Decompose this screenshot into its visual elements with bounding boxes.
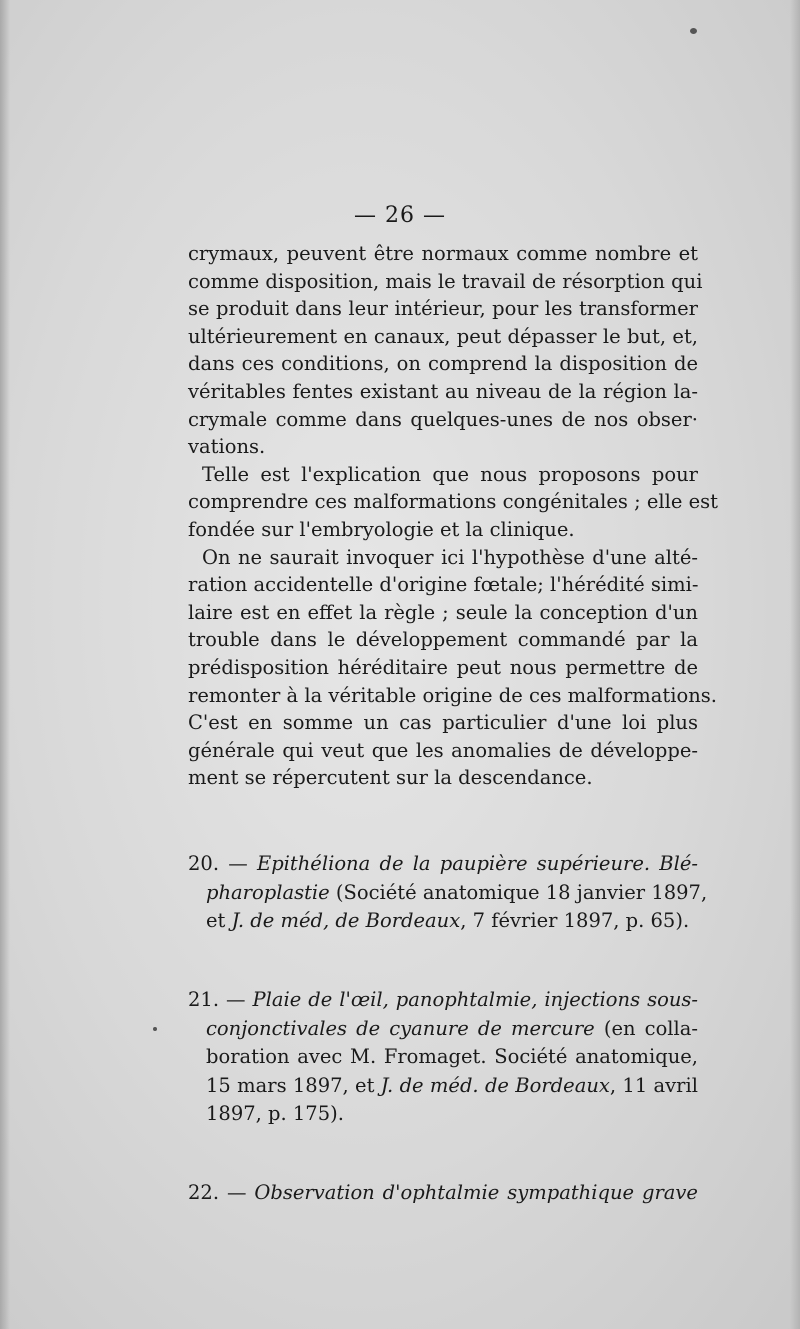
ref-source: (en colla- bbox=[594, 1016, 698, 1040]
ref-number: 20. — bbox=[188, 852, 257, 875]
ref-line bbox=[188, 1072, 698, 1101]
text-line: On ne saurait invoquer ici l'hypothèse d'une alté- bbox=[202, 545, 698, 569]
ref-text: 15 mars 1897, et bbox=[206, 1073, 381, 1097]
body-text bbox=[188, 240, 718, 792]
text-line: laire est en effet la règle ; seule la conception d'un bbox=[188, 600, 698, 624]
text-line: fondée sur l'embryologie et la clinique. bbox=[188, 517, 575, 541]
ref-source: (Société anatomique 18 janvier 1897, bbox=[329, 880, 708, 904]
text-line: ment se répercutent sur la descendance. bbox=[188, 766, 593, 790]
text-line: vations. bbox=[188, 435, 266, 459]
ref-journal: J. de méd, de Bordeaux bbox=[231, 909, 461, 932]
text-line: Telle est l'explication que nous proposons pour bbox=[202, 462, 698, 486]
ref-line: boration avec M. Fromaget. Société anatomique, bbox=[206, 1045, 698, 1068]
ref-title: conjonctivales de cyanure de mercure bbox=[206, 1016, 595, 1040]
text-line: se produit dans leur intérieur, pour les transformer bbox=[188, 297, 698, 321]
ref-journal: J. de méd. de Bordeaux bbox=[380, 1073, 610, 1097]
text-line: comme disposition, mais le travail de résorption qui bbox=[188, 269, 703, 293]
text-line: générale qui veut que les anomalies de développe- bbox=[188, 738, 698, 762]
ink-speck bbox=[153, 1027, 157, 1031]
ref-title: Plaie de l'œil, panophtalmie, injections sous- bbox=[252, 988, 698, 1011]
text-line: prédisposition héréditaire peut nous permettre de bbox=[188, 655, 698, 679]
text-line: véritables fentes existant au niveau de la région la- bbox=[188, 379, 698, 403]
ref-title: Epithéliona de la paupière supérieure. Blé- bbox=[256, 852, 698, 875]
text-line: comprendre ces malformations congénitales ; elle est bbox=[188, 490, 718, 514]
ink-speck bbox=[690, 28, 697, 34]
ref-title: pharoplastie bbox=[206, 880, 330, 904]
ref-number: 21. — bbox=[188, 988, 253, 1011]
reference-20 bbox=[188, 850, 708, 936]
ref-number: 22. — bbox=[188, 1181, 255, 1204]
text-line: dans ces conditions, on comprend la disposition de bbox=[188, 352, 698, 376]
text-line: trouble dans le développement commandé par la bbox=[188, 628, 698, 652]
ref-line bbox=[188, 986, 698, 1015]
reference-21 bbox=[188, 986, 698, 1129]
paragraph-3 bbox=[188, 544, 717, 792]
page-shadow-left bbox=[0, 0, 10, 1329]
ref-line bbox=[188, 907, 698, 936]
text-line: crymaux, peuvent être normaux comme nombre et bbox=[188, 242, 698, 265]
page-number: — 26 — bbox=[354, 203, 446, 228]
ref-line bbox=[188, 879, 708, 908]
text-line: crymale comme dans quelques-unes de nos obser· bbox=[188, 407, 698, 431]
ref-text: , 11 avril bbox=[609, 1073, 698, 1097]
ref-line bbox=[188, 1015, 698, 1044]
reference-22 bbox=[188, 1179, 698, 1208]
ref-line: 1897, p. 175). bbox=[206, 1102, 344, 1125]
text-line: remonter à la véritable origine de ces malformations. bbox=[188, 683, 717, 707]
text-line: C'est en somme un cas particulier d'une loi plus bbox=[188, 711, 698, 735]
paragraph-2 bbox=[188, 461, 718, 544]
ref-title: Observation d'ophtalmie sympathique grave bbox=[254, 1181, 698, 1204]
text-line: ration accidentelle d'origine fœtale; l'hérédité simi- bbox=[188, 573, 699, 597]
ref-text: , 7 février 1897, p. 65). bbox=[460, 909, 690, 932]
paragraph-1 bbox=[188, 240, 703, 461]
ref-line bbox=[188, 1179, 698, 1208]
ref-line bbox=[188, 850, 698, 879]
text-line: ultérieurement en canaux, peut dépasser le but, et, bbox=[188, 324, 698, 348]
ref-text: et bbox=[206, 909, 232, 932]
page-shadow-right bbox=[790, 0, 800, 1329]
